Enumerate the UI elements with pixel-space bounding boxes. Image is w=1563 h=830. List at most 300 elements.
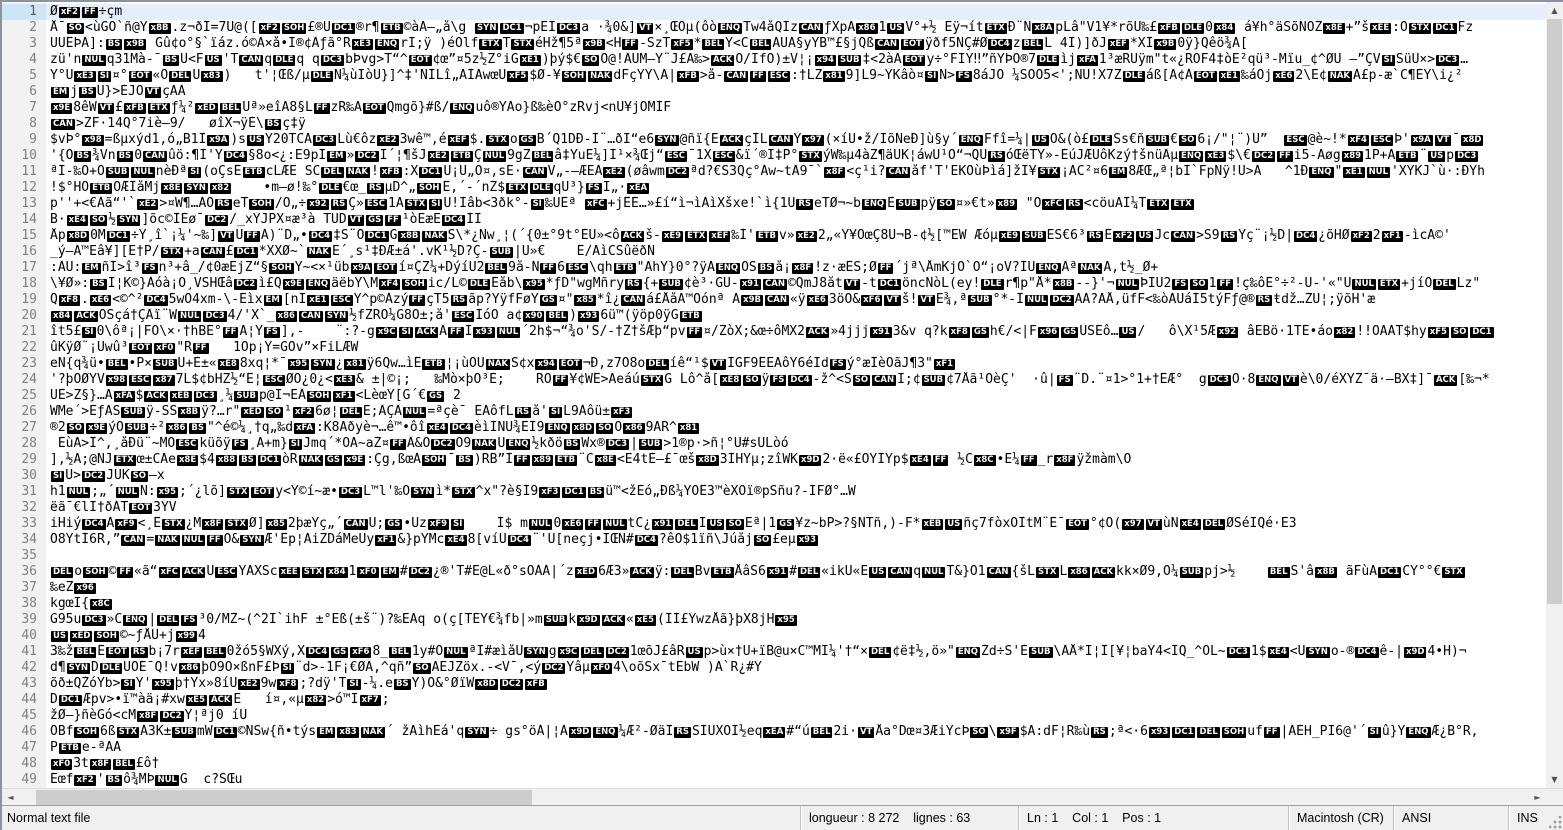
editor-line[interactable]: d¶ SYN D DLE ÚÖÉ¯Q!v x86 þO9Ó×ßnF£Þ SI ¨d>-1F¡€ØÂ,^qñ” SO ÃEJZöx.-<V¯,<ý DC2 Ÿâµ xF0 4\oõŠx¯tËbW )Ä`R¿#Ý: [50, 660, 762, 675]
scroll-down-icon[interactable]: ▼: [1551, 775, 1558, 784]
editor-line[interactable]: G95u DC3 »C ENQ | DEL FS ³0/MŽ~(^2Ï`ihF ±°Eß(±š¨)?‰ËÃq o(ç[TÉŸ€¾fb|»m SUB k x9D ACK « xE5 (ÎÍ£ÝwzÅã}þX8jH x95: [50, 612, 795, 627]
editor-line[interactable]: ],½Ä;@NJ ETX œ±CAe x8E $4 x88 BS DC1 òR NAK GS x9E :Çg,ßœÁ SOH ¯ BS )RB”Ì FF x89 ETB ¨C x8E <E4tÈ—£¯œš x8D 3ÍHŸµ;zîWK x9D 2·ë«£ÖYÍŸp$ xE4 FF ½C x8C •Ë¼ FF _r x8F ÿžmàm\Ö: [50, 452, 1132, 467]
control-char-badge: xF1: [335, 391, 353, 401]
control-char-badge: EM: [1111, 167, 1126, 177]
editor-line[interactable]: ûKÿØ¨¡Üwû³ EOT xF0 "R FF 1Òp¡Y=GÒv”×FiLÆW: [50, 340, 359, 355]
control-char-badge: SYN: [526, 647, 546, 657]
line-number[interactable]: 24: [21, 372, 37, 387]
control-char-badge: ENQ: [508, 439, 529, 449]
control-char-badge: x9F: [999, 727, 1017, 737]
control-char-badge: GS: [326, 455, 340, 465]
control-char-badge: x8C: [92, 599, 110, 609]
control-char-badge: DC1: [1472, 327, 1492, 337]
control-char-badge: SO: [584, 55, 598, 65]
control-char-badge: ESC: [567, 263, 587, 273]
control-char-badge: ACK: [807, 327, 828, 337]
control-char-badge: ESC: [332, 295, 351, 305]
control-char-badge: xE6: [564, 519, 582, 529]
line-number[interactable]: 6: [29, 84, 37, 99]
control-char-badge: SO: [68, 23, 83, 33]
control-char-badge: DC1: [367, 231, 387, 241]
control-char-badge: CAN: [202, 247, 223, 257]
control-char-badge: x84: [53, 311, 71, 321]
control-char-badge: BEL: [1023, 39, 1042, 49]
editor-line[interactable]: DEL o SOH © FF «ã“ xFC ACK U ESC ŸAXŠc xEE STX x84 1 xF0 EM # DC2 ¿®'T#Ë@L«ð°sÓÁÀ|´z xED 6Æ3» ACK ÿ: DEL Bv ETB ÅâŠ6 x91 # DEL «ikÙ«E US CAN q NUL T&}Ô1 CAN {šL STX L x86 ACK kk×Ø9,Ô¼ SUB pj>½ BEL S'â x8B ãFùÃ DC1 CÝ°°€ STX: [53, 564, 1463, 579]
control-char-badge: DC2: [1052, 295, 1072, 305]
scroll-left-icon[interactable]: ◄: [7, 793, 14, 802]
control-char-badge: DLE: [101, 663, 121, 673]
editor-line[interactable]: EM j BS Ú}>ÈJÒ VT çAÀ: [53, 84, 186, 99]
editor-line[interactable]: Éœf xF2 ' BS ô¾MÞ NUL G c?SŒu: [50, 772, 243, 787]
control-char-badge: RS: [217, 199, 230, 209]
editor-line[interactable]: kgœÏ{ x8C: [50, 596, 110, 611]
status-insert-mode[interactable]: [1508, 806, 1563, 830]
line-number[interactable]: 46: [21, 724, 37, 739]
control-char-badge: NAK: [1329, 71, 1350, 81]
control-char-badge: FF: [752, 71, 764, 81]
line-number[interactable]: 17: [21, 260, 37, 275]
control-char-badge: x8F: [139, 711, 157, 721]
control-char-badge: x8C: [975, 455, 994, 465]
control-char-badge: SI: [453, 519, 463, 529]
editor-line[interactable]: $vÞ° x98 =ßµxýd1,ó„B1Î x9A )s US Ý20TCA DC3 Lù€ôz xE2 3wê™,é xEF $. STX o GS B´Q1DÐ-Í¨…ðI“e6 SYN @ñï{Ë ACK çÌL CAN Ý x97 (×íU•ž/IõÑeÐ]ù§y´ ENQ Ffî=¼| US Õ&(ò£ DLE Šs€ñ SUB € SO 6¡/"¦¨)Ü” ESC @è~!* xF4 ESC Þ' x9A VT ¯ x8D: [50, 132, 1482, 147]
control-char-badge: BS: [266, 119, 280, 129]
line-number-gutter[interactable]: [2, 2, 46, 788]
control-char-badge: FS: [772, 375, 785, 385]
control-char-badge: VT: [1147, 519, 1160, 529]
control-char-badge: NAK: [308, 247, 329, 257]
editor-line[interactable]: ÖBf SOH 6ß STX Á3K± SUB mW DC1 ©NŠw{ñ•týs EM x83 NAK ´ žÃìhÈá'q SYN ÷ gs°öÁ|¦À x9D ENQ ¼Æ²-ØäÎ RS SÌÜXÖÍ½eq xEA #“ú BEL 2i· VT Åa°Dœ¤3ÆiŸcÞ SO \ x9F $Ä:dF¦R‰ù RS ;ª<·6 x93 DC1 DEL SOH uf FF |ÁÉH_PÏ6@'´ SI û}Ÿ ENQ Æ¿B°R,: [50, 724, 1479, 739]
control-char-badge: FF: [879, 263, 892, 273]
control-char-badge: SOH: [418, 183, 440, 193]
control-char-badge: x89: [1343, 151, 1362, 161]
control-char-badge: NUL: [446, 647, 466, 657]
line-number[interactable]: 9: [29, 132, 37, 147]
control-char-badge: SUB: [174, 727, 194, 737]
line-number[interactable]: 34: [21, 532, 37, 547]
control-char-badge: RS: [1222, 231, 1236, 241]
line-number[interactable]: 11: [21, 164, 37, 179]
control-char-badge: FF: [315, 103, 328, 113]
control-char-badge: x8B: [400, 231, 419, 241]
control-char-badge: BS: [118, 151, 132, 161]
line-number[interactable]: 36: [21, 564, 37, 579]
editor-line[interactable]: p''+<€Àã“'` xE2 >¤W¶…ÀO RS eT SOH /Ò„÷ x92 RS Ç» ESC 1A STX SI Ù!Ìâb<3ðk°- SI ‰ÛÊª xFC +jÊÉ…»£í“ì¬ìÀìXšxe!`ì{1Û RS eTØ¬~b ENQ Ê SUB pÿ SO ¤»€t» x89 "Ô xFC RS <cöuÃÎ¼T ETX ETX: [50, 196, 1192, 211]
line-number[interactable]: 10: [21, 148, 37, 163]
control-char-badge: SOH: [271, 263, 292, 273]
control-char-badge: xED: [576, 567, 596, 577]
editor-line[interactable]: Q xF8 . xE6 <©^² DC4 5wÒ4xm-\-Éìx EM [nÍ xE1 ESC Ÿ^p©Ázý FF çT5 RS ãp?ŸÿfFøY GS ¤" x85 *î¿ CAN á£ÅåÃ™Oónª A x9B CAN «ÿ xE6 3öÖ& xF6 VT š! VT E¾,ª SUB °*-Î NUL DC2 ÄÀ?ÄÅ,üfF<‰òÀÛáÍ5týFƒ@® RS ŧdž…ŽÛ¦;ÿõH'æ: [50, 292, 1376, 307]
control-char-badge: BEL: [1269, 567, 1288, 577]
editor-line[interactable]: WMe´>ÈƒÄS SUB ÿ-ŠS x8B ÿ?…r" xED SO ¹ xF2 6ø¦ DEL E;ÂÇÂ NUL =ªçè¯ ÉÁôfL RS å' SI L9Àôü± xF3: [50, 404, 631, 419]
control-char-badge: ACK: [416, 327, 437, 337]
control-char-badge: x91: [872, 327, 890, 337]
control-char-badge: DC2: [357, 151, 377, 161]
editor-line[interactable]: 3‰ž BEL É EOT RS b¡7r xEF BEL 0žó5§WXý,X DC4 GS xF6 8_ BEL 1y#Ó NUL ªÏ#æìåÙ SYN g x9C DEL DC2 1œõJ£âR US p>ù×†U+ïB@u×C™MÌ¼'†“× DEL ¢ë‡½,ö»" ENQ Žd÷Š'È SUB \ÂÅ*I¦Î[¥¦baÝ4<ÎQ_^ÔL~ DC3 1$ xE4 <Ù SYN o-® DC4 ê-| x9D 4•H)¬: [50, 644, 1467, 659]
control-char-badge: DC3: [558, 23, 579, 33]
line-number[interactable]: 15: [21, 228, 37, 243]
control-char-badge: ETX: [687, 231, 706, 241]
control-char-badge: DLE: [321, 183, 340, 193]
editor-line[interactable]: žØ—}ñèGó<cM x8F DC2 Ý¦ªj0 íÜ: [50, 708, 248, 723]
control-char-badge: ETB: [615, 263, 634, 273]
control-char-badge: DLE: [312, 71, 331, 81]
control-char-badge: EOT: [904, 55, 924, 65]
control-char-badge: GS: [1063, 327, 1077, 337]
control-char-badge: ETX: [115, 455, 134, 465]
editor-line[interactable]: [46, 548, 1546, 564]
control-char-badge: BS: [107, 39, 121, 49]
control-char-badge: xEF: [711, 231, 729, 241]
editor-line[interactable]: US xED SOH ©~ƒÅÛ+j x99 4: [53, 628, 206, 643]
line-number[interactable]: 38: [21, 596, 37, 611]
line-number[interactable]: 23: [21, 356, 37, 371]
control-char-badge: US: [1138, 231, 1152, 241]
horizontal-scrollbar-thumb[interactable]: [36, 790, 532, 805]
line-number[interactable]: 19: [21, 292, 37, 307]
control-char-badge: xF2: [1115, 231, 1133, 241]
control-char-badge: xF9: [117, 519, 135, 529]
control-char-badge: BEL: [548, 311, 567, 321]
control-char-badge: BS: [241, 455, 254, 465]
control-char-badge: STX: [513, 39, 532, 49]
control-char-badge: DC1: [108, 231, 128, 241]
control-char-badge: SOH: [424, 455, 445, 465]
scroll-right-icon[interactable]: ►: [1534, 793, 1541, 802]
control-char-badge: BS: [458, 455, 471, 465]
line-number[interactable]: 33: [21, 516, 37, 531]
editor-line[interactable]: !$°HO ETB OÆÎåMj x8E SYN x82 •m—ø!‰° DLE €œ_ RS µD^„ SOH Ê,´-´nŽ$ ETX DLE qÜ³} FS I„· xEA: [50, 180, 648, 195]
editor-line[interactable]: x84 ACK OSçá†ÇÂï¨W NUL DC3 4/'X`_ x86 CAN SYN ½fZRO¼G8O±;å' ESC IóO a¢ x90 BEL ) x93 6ü™(ÿöp0ÿG ETB: [53, 308, 700, 323]
resize-grip-icon[interactable]: [1549, 816, 1562, 829]
control-char-badge: NUL: [1368, 167, 1388, 177]
text-area[interactable]: [46, 2, 1546, 788]
control-char-badge: FS: [143, 263, 156, 273]
line-number[interactable]: 28: [21, 436, 37, 451]
line-number[interactable]: 2: [29, 20, 37, 35]
control-char-badge: CAN: [874, 375, 895, 385]
control-char-badge: NAK: [424, 231, 445, 241]
control-char-badge: xE1: [1220, 71, 1238, 81]
editor-line[interactable]: eÑ{q¾ü• BEL •P× SUB Ú+È±« xE8 8xq¦*¯ x95 SYN ¿ x81 ÿ6Qw…ìÊ ETB ¦¡ùOÙ NAK Š¢x x94 EOT ¬Ð,z7O8o DEL íê“¹$ VT ÌGF9ÊEÃôŸ6éÏd FS ý°æÎèÔãJ¶3" xF1: [50, 356, 954, 371]
control-char-badge: SI: [349, 679, 359, 689]
control-char-badge: EM: [329, 151, 344, 161]
control-char-badge: US: [1430, 151, 1444, 161]
line-number[interactable]: 45: [21, 708, 37, 723]
line-number[interactable]: 14: [21, 212, 37, 227]
line-number[interactable]: 1: [2, 4, 46, 20]
editor-line[interactable]: Ø xF2 FF ÷çm: [46, 4, 1546, 20]
control-char-badge: SYN: [326, 311, 347, 321]
control-char-badge: DC2: [433, 439, 453, 449]
control-char-badge: xF2: [76, 775, 94, 785]
editor-line[interactable]: ît5£ SI 0\ôª¡|FÒ\×·†hBÉ° FF A¦Y FS ],- ¨:?-g x9C SI ACK Â FF Ï x93 NUL ´2h$¬“¾o'Š/-†Ž†šÆþ“pv FF ¤/ŽòX;&œ÷ôMX2 ACK »4jjj x91 3&v q?k xF8 GS h€/<|F x96 GS ÜŠÉô… US / ô\X¹5Æ x92 âËBö·1TÉ•áo x82 !!OAÄT$hy xF5 SO DC1: [50, 324, 1492, 339]
control-char-badge: RS: [1257, 295, 1271, 305]
line-number[interactable]: 31: [21, 484, 37, 499]
control-char-badge: ETB: [1398, 151, 1417, 161]
control-char-badge: xF8: [60, 295, 79, 305]
control-char-badge: GS: [541, 295, 555, 305]
control-char-badge: xFB: [526, 679, 545, 689]
control-char-badge: SYN: [657, 135, 677, 145]
control-char-badge: x8F: [91, 759, 110, 769]
line-number[interactable]: 29: [21, 452, 37, 467]
vertical-scrollbar[interactable]: [1546, 2, 1563, 788]
control-char-badge: x8D: [68, 231, 88, 241]
control-char-badge: EM: [382, 567, 397, 577]
control-char-badge: BS: [396, 679, 409, 689]
control-char-badge: FF: [624, 39, 637, 49]
control-char-badge: xE5: [187, 695, 206, 705]
control-char-badge: ENQ: [452, 103, 473, 113]
editor-line[interactable]: ‰eZ x96: [50, 580, 94, 595]
control-char-badge: x86: [277, 311, 295, 321]
line-number[interactable]: 16: [21, 244, 37, 259]
control-char-badge: DC4: [307, 647, 328, 657]
line-number[interactable]: 44: [21, 692, 37, 707]
editor-line[interactable]: õð±QŽóYb> SI Ý' x95 þ†Ÿx»8íU xE2 9w xF8 ;?dÿ'T SI -¼.e BS Y)O&°ØïW x8D DC2 xFB: [50, 676, 545, 691]
control-char-badge: x95: [158, 487, 176, 497]
control-char-badge: DC3: [1209, 375, 1229, 385]
control-char-badge: DC4: [1357, 647, 1377, 657]
editor-line[interactable]: Ó8YtÍ6R,” CAN = NAK NUL FF Õ& SYN Æ'Êp¦AiZDáMeÜy xF1 &}pYMc xE4 8[víÚ DC4 ¨'Ú[neçj•IŒÑ# DC4 ?êÒ$1ïñ\Júåj SO £eµ x93: [50, 532, 816, 547]
control-char-badge: DC1: [60, 695, 81, 705]
control-char-badge: x8D: [698, 455, 717, 465]
control-char-badge: ENQ: [125, 615, 146, 625]
control-char-badge: VT: [886, 295, 899, 305]
status-length-lines: longueur : 8 272 lignes : 63: [800, 806, 1018, 830]
line-number[interactable]: 5: [29, 68, 37, 83]
editor-line[interactable]: '{Ó BS ¾Vn BS 0 CAN ûö:¶Í'Y DC4 §8o<¿:E9pÍ EM » DC2 Ï´¦¶šJ xE2 ETB Ç NUL 9gZ BEL â‡YuE¼]Ì¹×¾Œj“ ESC ¯1X ESC &ï´®Ï‡P° STX ýW‰µ4àZ¶äÜK¦áwÚ¹Ò“¬QÚ RS óŒëTY»-ÈúJÆÙôKzý†šnüÂµ ENQ xE3 $\€ DC2 FF i5-Ãøg x89 1P+Ã ETB ¨ US p DC3: [50, 148, 1477, 163]
status-eol-format[interactable]: Macintosh (CR): [1288, 806, 1393, 830]
control-char-badge: x8F: [826, 167, 844, 177]
control-char-badge: x9B: [743, 295, 762, 305]
control-char-badge: xF0: [359, 567, 377, 577]
line-number[interactable]: 7: [29, 100, 37, 115]
control-char-badge: xEF: [1109, 39, 1127, 49]
control-char-badge: xE9: [1000, 231, 1019, 241]
line-number[interactable]: 39: [21, 612, 37, 627]
line-number[interactable]: 43: [21, 676, 37, 691]
control-char-badge: ESC: [131, 375, 150, 385]
line-number[interactable]: 27: [21, 420, 37, 435]
control-char-badge: xF6: [863, 295, 881, 305]
control-char-badge: ESC: [178, 439, 197, 449]
control-char-badge: xF4: [381, 279, 399, 289]
control-char-badge: EOT: [410, 55, 430, 65]
control-char-badge: NAK: [590, 71, 611, 81]
line-number[interactable]: 26: [21, 404, 37, 419]
control-char-badge: FF: [934, 455, 947, 465]
line-number[interactable]: 37: [21, 580, 37, 595]
control-char-badge: NUL: [180, 311, 200, 321]
line-number[interactable]: 4: [29, 52, 37, 67]
control-char-badge: DEL: [870, 647, 890, 657]
scroll-up-icon[interactable]: ▲: [1551, 6, 1558, 15]
horizontal-scrollbar[interactable]: [2, 789, 1546, 806]
control-char-badge: CAN: [765, 279, 785, 289]
control-char-badge: FF: [224, 327, 237, 337]
editor-line[interactable]: ªÌ-‰Ó+Õ SUB NUL nèÐª SI (oÇsÊ ETB cLÆË ŠC DEL NAK ! xFB :X DC1 Û¡Û„Ö¤,sÉ· CAN V„-—ÆËÁ xE2 (øâwm DC2 ªd?€S3Qç°Áw~tÂ9¯` x8F <ç¹i? CAN åf'T'ËKÔùÞìá]žI¥ STX ¡ÀC²¤6 EM 8ÆŒ„ª¦bÌ`FpNÿ!Û>A ^1Ð ENQ " xE1 NUL 'XYKJ`ù·:ÐŸh: [50, 164, 1485, 179]
editor-line[interactable]: P ETB e-ªÃÄ: [50, 740, 122, 755]
control-char-badge: xF3: [613, 407, 631, 417]
editor-line[interactable]: x9E 8êW VT £ xFB ETX ƒ¼² xED BEL Üª»eîÄ8§L FF zR‰Ã EOT Qmgõ}#ß/ ENQ uô®ŸAo}ß‰èÖ°zRvj<nU¥jOMÌF: [53, 100, 672, 115]
control-char-badge: DEL: [53, 567, 72, 577]
control-char-badge: VT: [99, 103, 113, 113]
control-char-badge: DC4: [509, 535, 529, 545]
control-char-badge: ESC: [1286, 135, 1305, 145]
control-char-badge: x9E: [284, 279, 302, 289]
editor-line[interactable]: xF0 3t x8F BEL £ô†: [53, 756, 160, 771]
control-char-badge: BEL: [221, 103, 240, 113]
line-number[interactable]: 22: [21, 340, 37, 355]
control-char-badge: x81: [346, 359, 364, 369]
editor-line[interactable]: SI Û> DC2 JÜK SO —x: [53, 468, 165, 483]
control-char-badge: DLE: [1092, 135, 1111, 145]
control-char-badge: SYN: [186, 183, 206, 193]
control-char-badge: xEE: [1372, 23, 1390, 33]
editor-line[interactable]: Åp x8D 0M DC1 ÷Ý¸î`¡¼'~‰] VT Ü FF Á)¨D„• DC4 ‡Š¨Õ DC1 G x8B NAK S\*¿Nw¸¦(´{0±°9t°ÈÜ»<ô ACK š- xE9 ETX xEF ‰Ì' ETB v» xE2 2„«Ÿ¥ÔœÇ8Ú¬B-¢½[™ËW Æóµ xE9 SUB ES€6³ RS È xF2 US Jc CAN >S9 RS Ýç¨¡½D| DC4 ¿õHØ xF2 2 xF1 -ìcÄ©': [50, 228, 1451, 243]
control-char-badge: xE4: [911, 455, 929, 465]
line-number[interactable]: 21: [21, 324, 37, 339]
control-char-badge: DC1: [1380, 567, 1400, 577]
editor-line[interactable]: B· xE4 SO ½ SYN ]õc©ÌÈø¯ DC2 /_xÝJPX¤æ³à TÚD VT GS FF ¹òEæË DC4 ÍÎ: [50, 212, 482, 227]
control-char-badge: xF2: [294, 407, 313, 417]
scrollbar-corner: [1546, 789, 1563, 806]
line-number[interactable]: 42: [21, 660, 37, 675]
control-char-badge: BEL: [107, 359, 126, 369]
control-char-badge: FF: [387, 215, 399, 225]
control-char-badge: SOH: [404, 279, 425, 289]
control-char-badge: xFB: [1160, 23, 1178, 33]
control-char-badge: US: [206, 55, 220, 65]
control-char-badge: FF: [449, 327, 462, 337]
control-char-badge: DC2: [501, 679, 521, 689]
line-number[interactable]: 18: [21, 276, 37, 291]
control-char-badge: ENQ: [377, 39, 398, 49]
line-number[interactable]: 8: [29, 116, 37, 131]
control-char-badge: SO: [91, 215, 106, 225]
editor-line[interactable]: '?þÔØYV x98 ESC x87 7L$¢bHZ½“Ê¦ ESC ØÓ¿0¿< xE3 & ±|©¡; ‰Mò×þO³È; RÒ FF ¥¢WÊ>Aeáú STX G Lô^å[ xE8 SO ÿ FS DC4 -ž^<S SO CAN I;¢ SUB ¢7Åã¹ÔèÇ' ·û| FS ¨D.¨¤1>°1+†ÊÆ° g DC3 Õ·8 ENQ VT è\0/éXYZ¯ä·—BX‡]¯ ACK [‰¬*: [50, 372, 1490, 387]
line-number[interactable]: 32: [21, 500, 37, 515]
editor-line[interactable]: Ÿ°Û xE3 SI ¤° EOT «Õ DEL U x83 ) t'¦Œß/µ DLE Ñ¼ùÏòÜ}]^‡'NÌLî„ÄÌAwœÛ xF5 $Ø-¥ SOH NAK dFçYÝ\Ã| xFB >å- CAN FF ESC :†LZ x81 9]L9~ÝKâò¤ SI N> FS 8áJÕ ¼SÖÓ5<';NÛ!X7Z DLE áß[Â¢Á EOT xE1 ‰áÖj xE6 2\È¢ NAK À£p-æ`C¶ÈÝ\i¿²: [50, 68, 1463, 83]
line-number[interactable]: 3: [29, 36, 37, 51]
control-char-badge: x89: [997, 199, 1015, 209]
line-number[interactable]: 12: [21, 180, 37, 195]
control-char-badge: EOT: [903, 39, 922, 49]
status-encoding[interactable]: ANSI: [1393, 806, 1508, 830]
line-number[interactable]: 20: [21, 308, 37, 323]
control-char-badge: xF1: [1383, 231, 1401, 241]
line-number[interactable]: 40: [21, 628, 37, 643]
control-char-badge: GS: [368, 215, 382, 225]
control-char-badge: EM: [319, 727, 334, 737]
control-char-badge: x9C: [559, 647, 578, 657]
line-number[interactable]: 25: [21, 388, 37, 403]
line-number[interactable]: 35: [21, 548, 37, 563]
control-char-badge: xF6: [352, 647, 370, 657]
line-number[interactable]: 30: [21, 468, 37, 483]
editor-line[interactable]: ÙÈ>Z§}…A xFA $ ACK xEB DC3 ¸¼ SUB p@I¬ÈÂ SOH xF1 <LèœÝ[G´€ GS 2: [50, 388, 461, 403]
control-char-badge: ENQ: [1258, 375, 1279, 385]
editor-line[interactable]: iHiý DC4 Á xF9 <¸Ê STX ¿M x8F STX Ø] x85 2þæŸç„´ CAN Ú; GS •Üz xF9 SI Ì$ m NUL 0 xE6 FF NUL tC¿ x91 DEL Ï US SO Ëª|1 GS ¥z~bP>?§ÑTñ,)-F* xEB US ñç7fòxÔÎtM¨Ê¯ EOT °¢Ö( x97 VT ùÑ xE4 DEL ØSéÏQé·È3: [50, 516, 1297, 531]
control-char-badge: EOT: [130, 71, 150, 81]
control-char-badge: STX: [164, 519, 183, 529]
line-number[interactable]: 13: [21, 196, 37, 211]
editor-line[interactable]: zü'n NUL q31Mà-¯ BS Ú<F US 'T CAN q DLE q q DC3 bÞvg>T“^ EOT ¢œ”¤5z½Z°iG xE1 )þý$€ SO Ò@!ÂÛM—Ÿ¨J£A‰> ACK Ö/ÏfÖ)±V¦¡ x94 SUB ‡<2àÂ EOT y÷°FÏY‼”ñYÞÒ®7 DLE ìj xFA 1³æRÚÿm"t«¿RÔF4‡òE²qü³-Mïu_¢^ØÜ —”ÇV SI SüÚ×> DC3 …: [50, 52, 1469, 67]
control-char-badge: SO: [1452, 327, 1467, 337]
control-char-badge: ETX: [986, 23, 1005, 33]
control-char-badge: x8F: [794, 263, 812, 273]
control-char-badge: x94: [537, 359, 555, 369]
control-char-badge: SO: [267, 407, 282, 417]
control-char-badge: ACK: [721, 135, 742, 145]
line-number[interactable]: 47: [21, 740, 37, 755]
line-number[interactable]: 41: [21, 644, 37, 659]
control-char-badge: x88: [217, 455, 236, 465]
control-char-badge: xF4: [1349, 135, 1367, 145]
control-char-badge: RS: [452, 295, 466, 305]
editor-line[interactable]: _ý—Ä™Eâ¥][Ë†P/ STX +a CAN £ DC1 *XXØ~` NAK E´¸s¹‡ÐÆ±á'.vK¹½D?Ç- SUB |U»€ Ê/AìCSûëðN: [50, 244, 655, 259]
editor-line[interactable]: ÈùÄ>Î^,¸åÐü¨~MÕ ESC küõÿ FS ¸A+m} SI Jmq´*ÕÃ~aŽ¤ FF Â&Ö DC2 Ó9 NAK Û ENQ ½kðö BS Wx® DC3 | SUB >1®p·>ñ¦°Û#sÙLòó: [50, 436, 789, 451]
control-char-badge: DC3: [322, 55, 343, 65]
control-char-badge: SO: [132, 471, 147, 481]
editor-line[interactable]: CAN >ZF·14Q°7iè—9/ øîX¬ÿÈ\ BS ç‡ÿ: [53, 116, 306, 131]
control-char-badge: FF: [554, 375, 567, 385]
control-char-badge: SUB: [1030, 647, 1051, 657]
control-char-badge: SI: [532, 199, 542, 209]
control-char-badge: CAN: [345, 519, 366, 529]
control-char-badge: NUL: [157, 775, 177, 785]
editor-surface: [2, 2, 1563, 788]
editor-line[interactable]: ëã¯€lÏ†ðÁT EOT 3ÝV: [50, 500, 177, 515]
line-number[interactable]: 48: [21, 756, 37, 771]
control-char-badge: DC1: [502, 23, 522, 33]
editor-line[interactable]: ÜUÊÞÂ]: BS x9B Gû¢o°§`ïáz.ó©À×å•Ï®¢Âƒã°R xE3 ENQ rÏ;ÿ )éÓlf ETX T STX éHž¶5ª x9B <H FF -SzT xF5 * BEL Ý<C BEL ÀÛÁ§yYB™£§jQß CAN EOT ÿðf5NÇ#Ø DC4 z BEL L 4I)]ðJ xEF *XÎ x9B 0ÿ}Qêö¾Ä[: [50, 36, 1248, 51]
editor-line[interactable]: ®2 SO x9E ýÓ SUB ÷² x86 BS "^é©¼¸†q„‰d xFA :K8Äðyè¬…ê™•ôî xE4 DC4 èìÍÑÙ¾ÊÎ9 ENQ x8D SO Ö x86 9AR^ x81: [50, 420, 698, 435]
editor-line[interactable]: Å¯ SO <ùGÒ`ñ@Y x8B .z¬ðÎ=7Ú@([ xF2 SOH £®U DC1 ®r¶ ETB ©àA—„å\g SYN DC1 ¬pÊÏ DC3 a ·¾0&] VT ×¸ŒÔµ(ôò ENQ Tw4åQÌz CAN ƒXpÄ x86 1 US V°+½ Ëÿ¬ít ETX Ð¨Ñ x8A pLâ"V1¥*rõÙ‰£ xFB DLE 0 x84 á¥h°äSõNOZ x8E +”š xEE :Ó STX DC1 Fz: [50, 20, 1474, 35]
control-char-badge: DEL: [673, 567, 692, 577]
horizontal-scrollbar-row: [2, 788, 1563, 806]
control-char-badge: SI: [190, 167, 200, 177]
editor-line[interactable]: \¥Ø»: BS Ï¦K©}Àóà¡Ò¸VSHŒâ DC2 ì£Q x9E ENQ äëbY\M xF4 SOH ic/L© DLE Éåb\ x95 *ƒD"wgMñry RS {+ SUB ¢è³·GU- x91 CAN ©QmJ8åt VT -t DC1 öncNòL(ey! DLE r¶p"Å* x8B --}'¬ NUL ÞÏÚ2 FS SO 1 FF !ç‰ôÈ°÷²-Ú-'«"U NUL ETX +jíÖ DEL Lz": [50, 276, 1481, 291]
control-char-badge: DC1: [421, 167, 441, 177]
editor-line[interactable]: :ÀÜ: EM ñÍ>î³ FS n³+â_/¢0æËjZ“§ SOH Y~<×¹üb x9A EOT í¤ÇZ¼+DýíÚ2 BEL 9å-N FF 6 ESC \qh ETB "AhY}0°?ÿA ENQ ÔS BS å¡ x8F !z·æÈS;Ø FF ´jª\ÅmKjÔ`Ò“¡oV?ÍÙ ENQ Âª NAK Ä,t½_Ø+: [50, 260, 1159, 275]
control-char-badge: FS: [265, 327, 278, 337]
editor-line[interactable]: D DC1 Æpv>•ï™àä¡#xw xE5 ACK E í¤,«µ x82 >ó™Ï xF7 ;: [50, 692, 390, 707]
line-number[interactable]: 49: [21, 772, 37, 787]
control-char-badge: x9B: [126, 39, 145, 49]
control-char-badge: SO: [1192, 279, 1206, 289]
editor-line[interactable]: h1 NUL ;„´ NUL Ñ: x95 ;´¿lõ] STX EOT y<Ý©í~æ• DC3 L™l'‰O SYN ì* STX ^x"?è§Í9 xF3 DC1 BS ü™<žÈó„Ðß¼YÕÊ3™èXÕï®pSñu?-ÏFØ°…W: [50, 484, 856, 499]
control-char-badge: xFA: [115, 391, 133, 401]
status-cursor-position: Ln : 1 Col : 1 Pos : 1: [1018, 806, 1288, 830]
control-char-badge: US: [871, 567, 885, 577]
control-char-badge: DC3: [205, 311, 225, 321]
control-char-badge: x91: [654, 519, 672, 529]
control-char-badge: DC1: [1174, 727, 1194, 737]
control-char-badge: VT: [1284, 375, 1297, 385]
control-char-badge: xEB: [923, 519, 942, 529]
control-char-badge: ACK: [622, 231, 643, 241]
control-char-badge: DC2: [207, 215, 227, 225]
vertical-scrollbar-thumb[interactable]: [1547, 19, 1562, 604]
control-char-badge: xE4: [1269, 647, 1287, 657]
control-char-badge: xE2: [429, 151, 447, 161]
control-char-badge: BEL: [205, 647, 224, 657]
control-char-badge: SUB: [491, 247, 512, 257]
control-char-badge: VT: [220, 231, 233, 241]
